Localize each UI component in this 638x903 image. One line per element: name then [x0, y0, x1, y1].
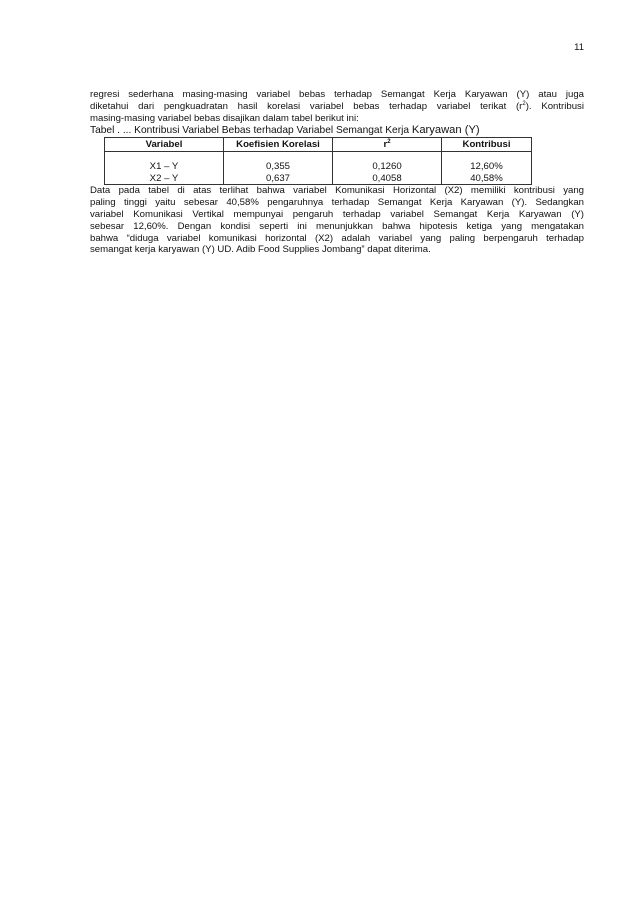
paragraph-line: regresi sederhana masing-masing variabel bebas terhadap Semangat Kerja Karyawan (Y) atau juga	[90, 89, 584, 100]
table-header-row	[105, 138, 532, 152]
document-body	[90, 89, 584, 256]
cell-r2: 0,1260	[333, 160, 442, 172]
paragraph-line: sebesar 12,60%. Dengan kondisi seperti ini menunjukkan bahwa hipotesis ketiga yang mengatakan	[90, 220, 584, 232]
paragraph-line: variabel Komunikasi Vertikal mempunyai pengaruh terhadap variabel Semangat Kerja Karyawan (Y)	[90, 208, 584, 220]
column-header-variabel: Variabel	[105, 138, 224, 152]
cell-kontribusi: 40,58%	[442, 172, 532, 185]
paragraph-line	[90, 101, 584, 113]
cell-koefisien: 0,355	[224, 160, 333, 172]
superscript: 2	[522, 100, 526, 107]
paragraph-line: semangat kerja karyawan (Y) UD. Adib Food Supplies Jombang” dapat diterima.	[90, 244, 431, 256]
cell-variabel: X1 – Y	[105, 160, 224, 172]
table-row	[105, 160, 532, 172]
table-row	[105, 172, 532, 185]
paragraph-line: bahwa “diduga variabel komunikasi horizontal (X2) adalah variabel yang paling berpengaruh terhadap	[90, 232, 584, 244]
paragraph-line: paling tinggi yaitu sebesar 40,58% pengaruhnya terhadap Semangat Kerja Karyawan (Y). Sedangkan	[90, 197, 584, 209]
caption-tail: Karyawan (Y)	[411, 124, 480, 137]
intro-paragraph	[90, 89, 584, 124]
column-header-r2	[333, 138, 442, 152]
page-number: 11	[574, 42, 584, 53]
cell-koefisien: 0,637	[224, 172, 333, 185]
table-spacer-row	[105, 152, 532, 161]
contribution-table	[104, 137, 532, 185]
cell-kontribusi: 12,60%	[442, 160, 532, 172]
paragraph-line: masing-masing variabel bebas disajikan dalam tabel berikut ini:	[90, 112, 359, 124]
paragraph-line-text: diketahui dari pengkuadratan hasil korelasi variabel bebas terhadap variabel terikat (r	[90, 100, 523, 112]
column-header-kontribusi: Kontribusi	[442, 138, 532, 152]
cell-variabel: X2 – Y	[105, 172, 224, 185]
paragraph-line: Data pada tabel di atas terlihat bahwa variabel Komunikasi Horizontal (X2) memiliki kontribusi yang	[90, 185, 584, 197]
paragraph-line-tail: ). Kontribusi	[525, 100, 584, 112]
superscript: 2	[387, 139, 391, 146]
r-label: r	[383, 139, 388, 151]
caption-text: Tabel . ... Kontribusi Variabel Bebas terhadap Variabel Semangat Kerja	[90, 125, 412, 137]
conclusion-paragraph	[90, 185, 584, 256]
cell-r2: 0,4058	[333, 172, 442, 185]
table-caption	[90, 124, 584, 137]
column-header-koefisien: Koefisien Korelasi	[224, 138, 333, 152]
